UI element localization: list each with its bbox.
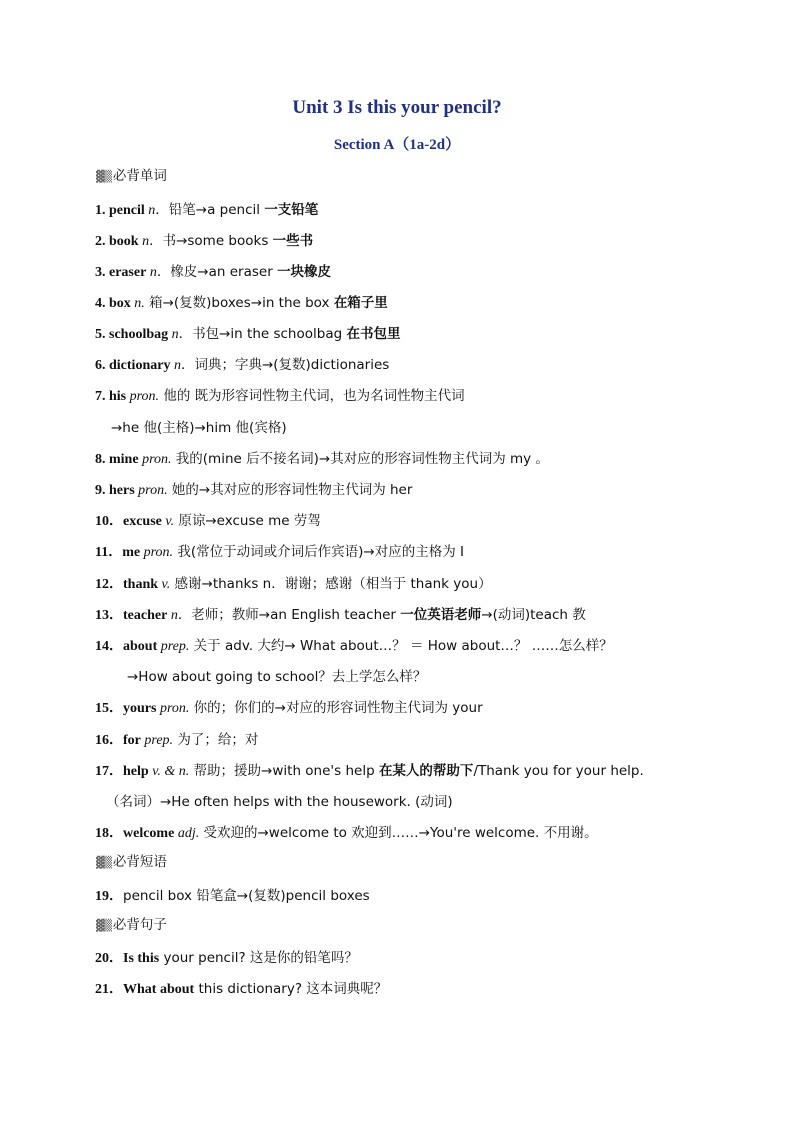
entry-13: 13．teacher n．老师；教师→an English teacher 一位英语老师→(动词)teach 教 <box>95 607 586 623</box>
entry-19: 19．pencil box 铅笔盒→(复数)pencil boxes <box>95 888 370 904</box>
entry-21: 21．What about this dictionary? 这本词典呢？ <box>95 981 388 997</box>
heading-sentences: ▓▒ 必背句子 <box>96 917 167 933</box>
entry-17: 17．help v. & n. 帮助；援助→with one's help 在某人的帮助下/Thank you for your help. <box>95 763 644 779</box>
section-marker-icon: ▓▒ <box>96 170 111 183</box>
entry-20: 20．Is this your pencil? 这是你的铅笔吗？ <box>95 950 358 966</box>
heading-phrases: ▓▒ 必背短语 <box>96 854 167 870</box>
entry-11: 11．me pron. 我(常位于动词或介词后作宾语)→对应的主格为 I <box>95 544 464 560</box>
section-marker-icon: ▓▒ <box>96 856 111 869</box>
entry-12: 12．thank v. 感谢→thanks n．谢谢；感谢（相当于 thank you） <box>95 576 492 592</box>
entry-2: 2. book n．书→some books 一些书 <box>95 233 314 249</box>
entry-8: 8. mine pron. 我的(mine 后不接名词)→其对应的形容词性物主代词为 my 。 <box>95 451 549 467</box>
entry-10: 10．excuse v. 原谅→excuse me 劳驾 <box>95 513 321 529</box>
entry-7-continuation: →he 他(主格)→him 他(宾格) <box>111 420 287 436</box>
section-subtitle: Section A（1a-2d） <box>333 137 461 153</box>
section-marker-icon: ▓▒ <box>96 919 111 932</box>
entry-6: 6. dictionary n．词典；字典→(复数)dictionaries <box>95 357 390 373</box>
entry-17-continuation: （名词）→He often helps with the housework. (动词) <box>106 794 453 810</box>
entry-4: 4. box n. 箱→(复数)boxes→in the box 在箱子里 <box>95 295 388 311</box>
entry-1: 1. pencil n．铅笔→a pencil 一支铅笔 <box>95 202 319 218</box>
entry-14: 14．about prep. 关于 adv. 大约→ What about…？ ＝ How about…？ ……怎么样？ <box>95 638 613 654</box>
unit-title: Unit 3 Is this your pencil? <box>292 97 502 118</box>
heading-vocab: ▓▒ 必背单词 <box>96 168 167 184</box>
entry-9: 9. hers pron. 她的→其对应的形容词性物主代词为 her <box>95 482 413 498</box>
entry-7: 7. his pron. 他的 既为形容词性物主代词，也为名词性物主代词 <box>95 388 465 404</box>
entry-15: 15．yours pron. 你的；你们的→对应的形容词性物主代词为 your <box>95 700 483 716</box>
entry-5: 5. schoolbag n．书包→in the schoolbag 在书包里 <box>95 326 401 342</box>
entry-18: 18．welcome adj. 受欢迎的→welcome to 欢迎到……→You're welcome. 不用谢。 <box>95 825 598 841</box>
entry-14-continuation: →How about going to school？去上学怎么样？ <box>127 669 427 685</box>
entry-16: 16．for prep. 为了；给；对 <box>95 732 259 748</box>
entry-3: 3. eraser n．橡皮→an eraser 一块橡皮 <box>95 264 332 280</box>
